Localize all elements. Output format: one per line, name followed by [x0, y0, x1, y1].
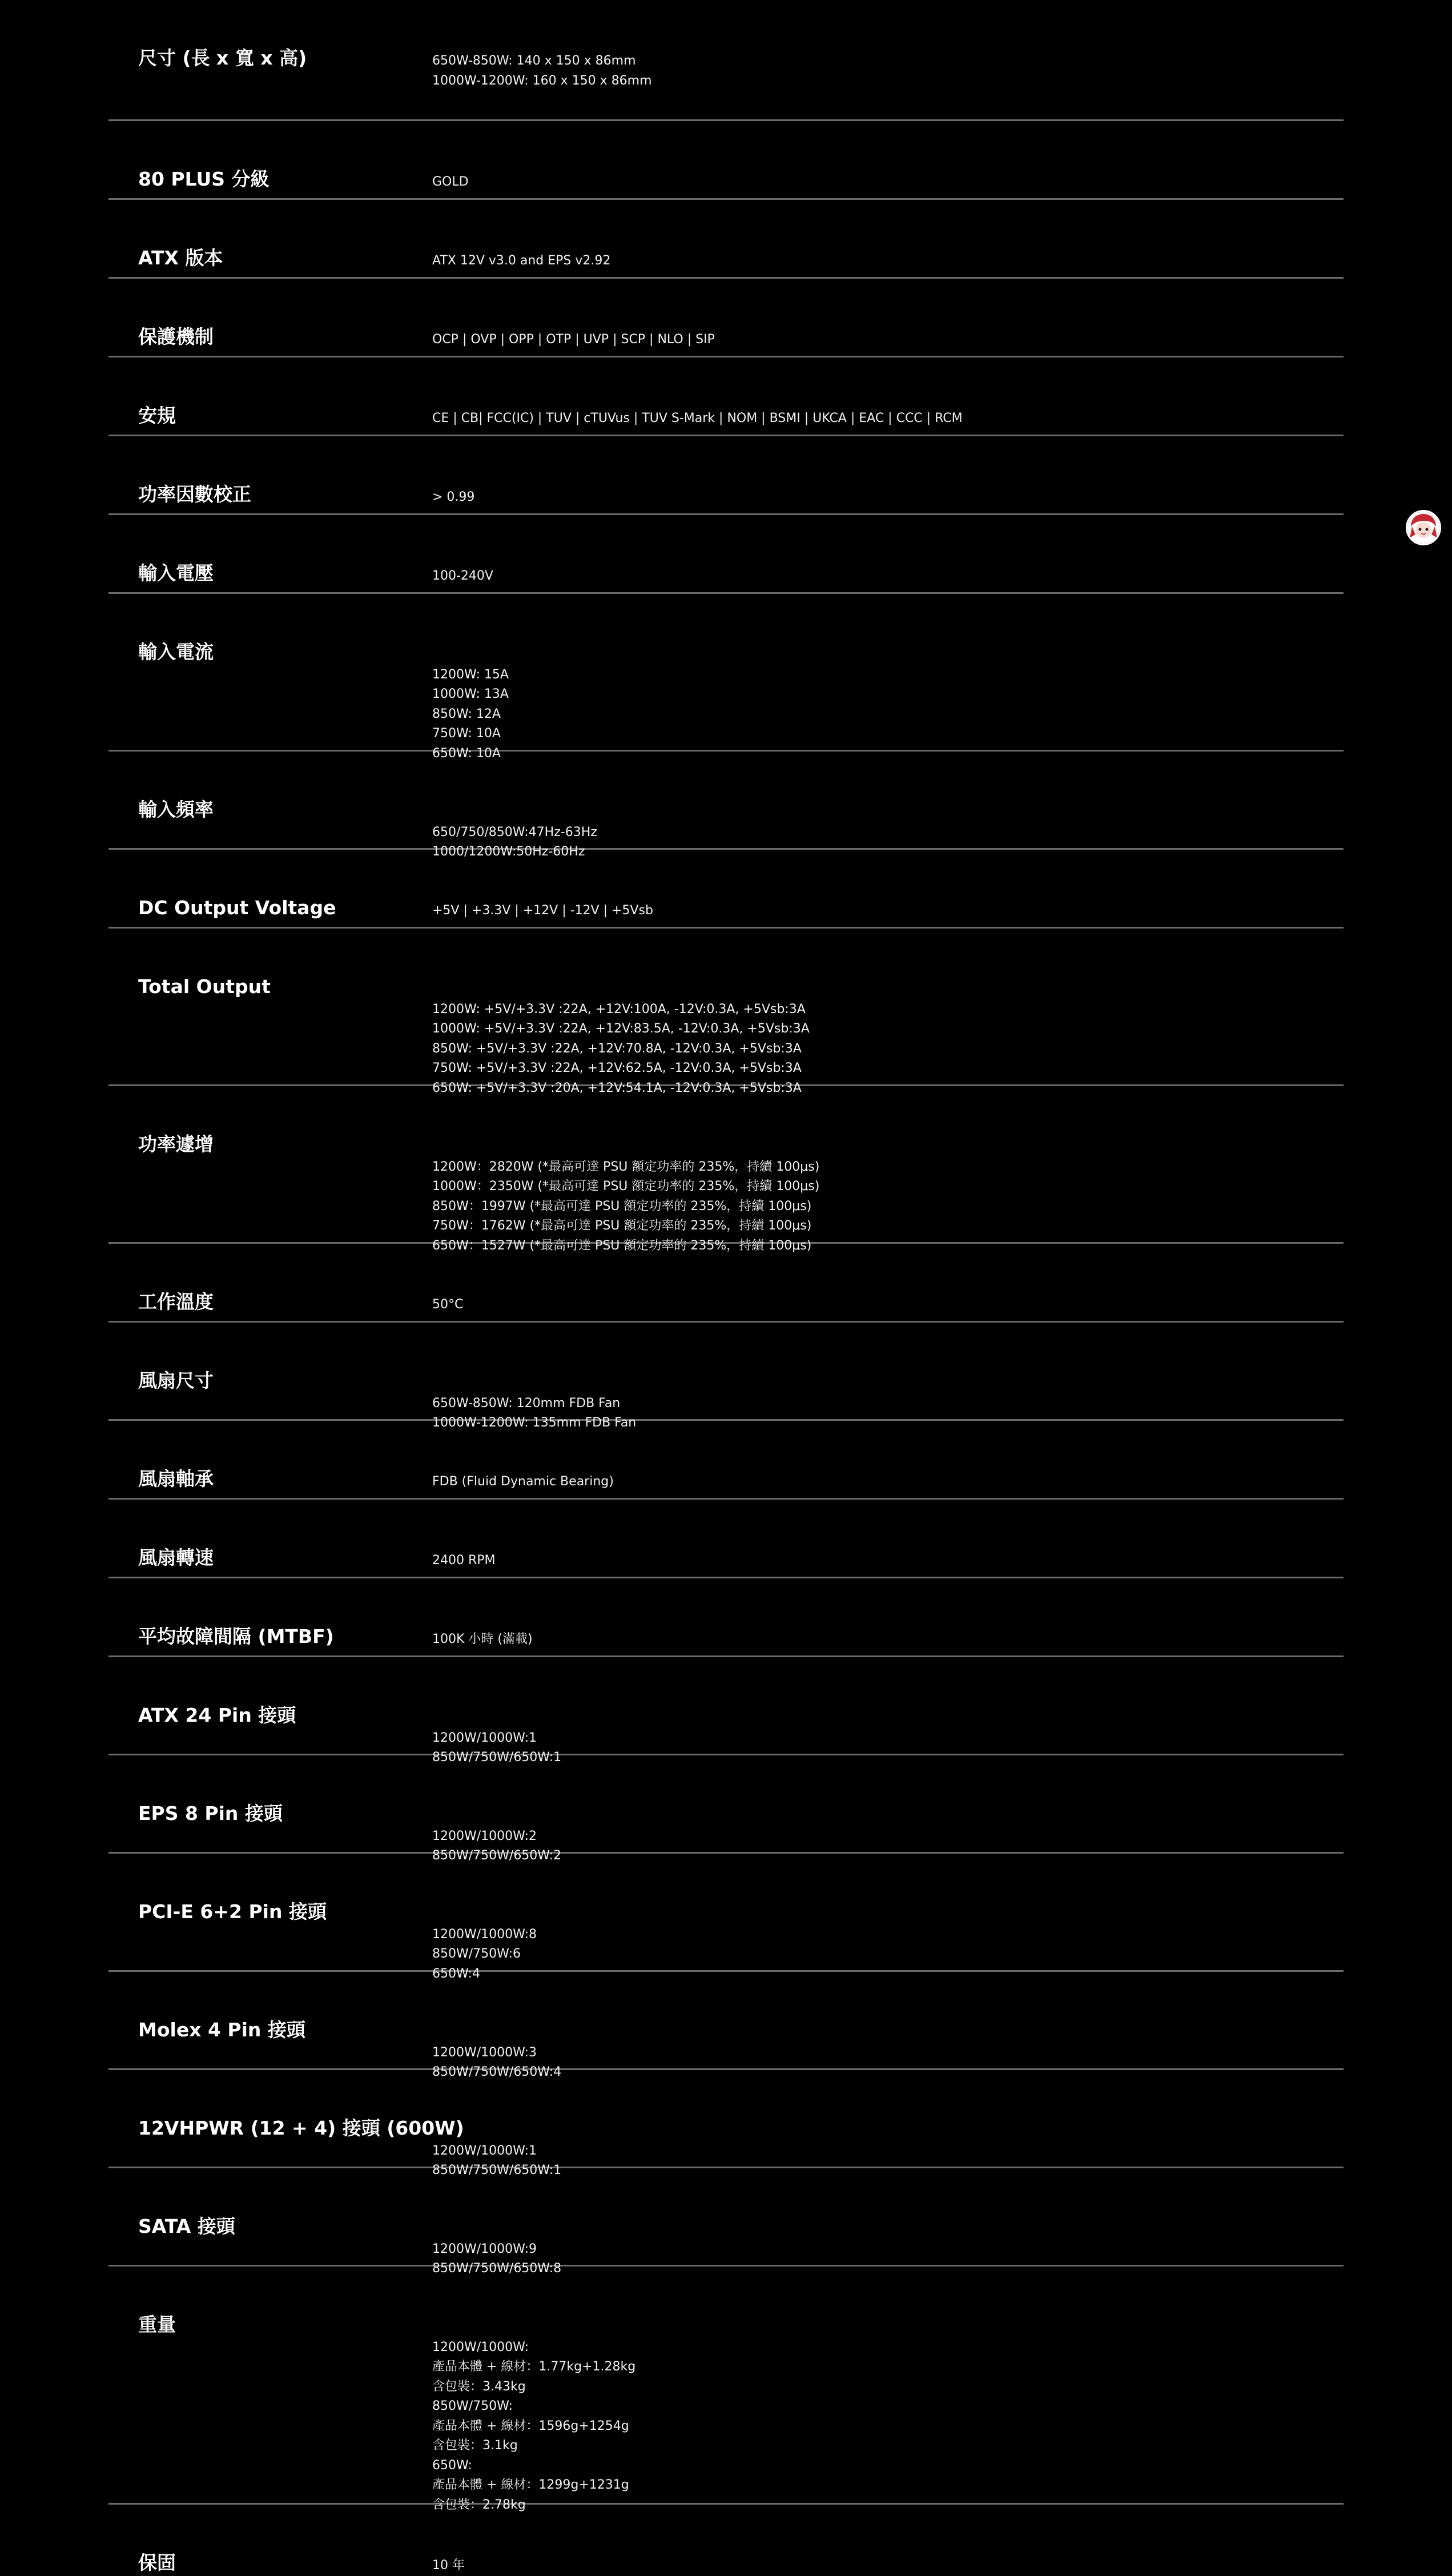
spec-value-line: 1000W: 13A: [432, 687, 509, 701]
spec-label: 重量: [138, 2313, 176, 2336]
spec-value-line: 850W/750W/650W:1: [432, 2163, 562, 2177]
spec-value-line: 750W：1762W (*最高可達 PSU 額定功率的 235%，持續 100μs): [432, 1219, 812, 1233]
spec-row: [108, 1421, 1344, 1500]
spec-value-line: CE | CB| FCC(IC) | TUV | cTUVus | TUV S-Mark | NOM | BSMI | UKCA | EAC | CCC | RCM: [432, 411, 963, 425]
spec-value-line: 1200W/1000W:9: [432, 2241, 537, 2256]
spec-label: 平均故障間隔 (MTBF): [138, 1625, 334, 1647]
spec-value-line: 100-240V: [432, 569, 493, 583]
spec-row: [108, 594, 1344, 761]
spec-row: [108, 1500, 1344, 1578]
spec-value-line: 850W/750W/650W:4: [432, 2065, 562, 2079]
spec-label: DC Output Voltage: [138, 897, 336, 919]
spec-value-line: 含包裝：2.78kg: [432, 2497, 526, 2512]
spec-value: [432, 1295, 463, 1315]
spec-label: 功率遽增: [138, 1133, 214, 1155]
spec-value-line: 1200W/1000W:: [432, 2340, 529, 2354]
spec-value-line: 1000W：2350W (*最高可達 PSU 額定功率的 235%，持續 100μs): [432, 1179, 820, 1193]
spec-value: [432, 251, 610, 271]
spec-label: 風扇尺寸: [138, 1369, 214, 1392]
spec-row: [108, 279, 1344, 357]
spec-value-line: +5V | +3.3V | +12V | -12V | +5Vsb: [432, 903, 653, 918]
spec-value: [432, 172, 469, 192]
spec-label: Total Output: [138, 975, 271, 998]
spec-row: [108, 200, 1344, 279]
spec-value-line: 10 年: [432, 2558, 465, 2573]
spec-label: 輸入電壓: [138, 562, 214, 584]
spec-value-line: 850W/750W/650W:1: [432, 1750, 562, 1765]
spec-value: [432, 1138, 819, 1256]
spec-row: [108, 1244, 1344, 1323]
spec-value: [432, 51, 652, 91]
spec-value: [432, 1551, 496, 1571]
spec-value-line: 850W/750W/650W:8: [432, 2261, 562, 2276]
spec-row: [108, 121, 1344, 200]
spec-value-line: 850W/750W/650W:2: [432, 1848, 562, 1863]
spec-row: [108, 2168, 1344, 2276]
spec-row: [108, 1657, 1344, 1765]
spec-value-line: [432, 645, 509, 665]
spec-label: 保護機制: [138, 325, 214, 348]
spec-row: [108, 1323, 1344, 1430]
spec-row: [108, 850, 1344, 929]
spec-value-line: 650W:4: [432, 1966, 480, 1981]
spec-value-line: 產品本體 + 線材：1596g+1254g: [432, 2418, 629, 2433]
spec-value-line: [432, 803, 597, 823]
spec-row: [108, 1972, 1344, 2079]
spec-row: [108, 515, 1344, 594]
spec-value-line: FDB (Fluid Dynamic Bearing): [432, 1474, 614, 1489]
spec-value-line: 1200W/1000W:3: [432, 2045, 537, 2060]
spec-label: EPS 8 Pin 接頭: [138, 1802, 283, 1825]
spec-row: [108, 751, 1344, 859]
spec-value: [432, 409, 963, 429]
spec-value: [432, 901, 653, 921]
spec-value: [432, 2318, 635, 2515]
spec-row: [108, 2070, 1344, 2177]
spec-value-line: > 0.99: [432, 490, 475, 504]
spec-value-line: 1000W: +5V/+3.3V :22A, +12V:83.5A, -12V:0.3A, +5Vsb:3A: [432, 1022, 810, 1036]
spec-label: 80 PLUS 分級: [138, 168, 270, 190]
spec-value-line: [432, 1807, 561, 1827]
spec-value-line: 100K 小時 (滿載): [432, 1632, 533, 1646]
spec-row: [108, 1578, 1344, 1657]
spec-value-line: GOLD: [432, 175, 469, 189]
spec-value-line: 650W-850W: 140 x 150 x 86mm: [432, 54, 636, 68]
spec-row: [108, 2266, 1344, 2512]
spec-value: [432, 330, 715, 350]
spec-value-line: 1200W/1000W:1: [432, 2143, 537, 2158]
spec-value-line: 含包裝：3.43kg: [432, 2379, 526, 2394]
spec-value: [432, 566, 493, 586]
spec-label: Molex 4 Pin 接頭: [138, 2019, 305, 2041]
spec-row: [108, 357, 1344, 436]
spec-value-line: 1200W: 15A: [432, 667, 509, 682]
spec-value-line: [432, 1138, 819, 1158]
spec-value-line: 1000W-1200W: 135mm FDB Fan: [432, 1416, 637, 1430]
spec-value-line: [432, 2318, 635, 2338]
spec-value-line: 2400 RPM: [432, 1553, 496, 1568]
spec-label: SATA 接頭: [138, 2215, 235, 2237]
spec-label: 功率因數校正: [138, 483, 251, 505]
spec-value-line: [432, 2220, 561, 2240]
spec-value-line: 750W: 10A: [432, 726, 501, 741]
spec-value-line: [432, 2121, 561, 2141]
spec-value: [432, 1630, 533, 1650]
spec-label: 輸入頻率: [138, 798, 214, 821]
spec-value-line: 產品本體 + 線材：1.77kg+1.28kg: [432, 2360, 636, 2374]
spec-label: 尺寸 (長 x 寬 x 高): [138, 47, 307, 69]
spec-row: [108, 929, 1344, 1095]
spec-value-line: 含包裝：3.1kg: [432, 2438, 518, 2453]
spec-value-line: 1200W：2820W (*最高可達 PSU 額定功率的 235%，持續 100μs): [432, 1159, 820, 1174]
spec-label: 12VHPWR (12 + 4) 接頭 (600W): [138, 2117, 464, 2139]
spec-value-line: [432, 980, 810, 1000]
spec-label: ATX 版本: [138, 247, 223, 269]
spec-value-line: 650W: +5V/+3.3V :20A, +12V:54.1A, -12V:0.3A, +5Vsb:3A: [432, 1080, 802, 1095]
spec-value-line: 650W: 10A: [432, 746, 501, 761]
spec-value-line: 850W: +5V/+3.3V :22A, +12V:70.8A, -12V:0.3A, +5Vsb:3A: [432, 1041, 802, 1056]
spec-row: [108, 1086, 1344, 1253]
spec-value-line: 850W/750W:6: [432, 1947, 521, 1961]
spec-value-line: 750W: +5V/+3.3V :22A, +12V:62.5A, -12V:0.3A, +5Vsb:3A: [432, 1061, 802, 1075]
spec-value-line: 650W：1527W (*最高可達 PSU 額定功率的 235%，持續 100μs): [432, 1238, 812, 1253]
spec-row: [108, 1755, 1344, 1863]
spec-value-line: 1000/1200W:50Hz-60Hz: [432, 845, 585, 859]
spec-label: 安規: [138, 404, 176, 427]
spec-value-line: 650/750/850W:47Hz-63Hz: [432, 825, 597, 839]
spec-value-line: ATX 12V v3.0 and EPS v2.92: [432, 254, 611, 268]
spec-label: PCI-E 6+2 Pin 接頭: [138, 1900, 327, 1923]
spec-value-line: 1200W/1000W:2: [432, 1828, 537, 1843]
spec-value-line: 1200W: +5V/+3.3V :22A, +12V:100A, -12V:0.3A, +5Vsb:3A: [432, 1002, 806, 1016]
spec-value-line: 1000W-1200W: 160 x 150 x 86mm: [432, 73, 652, 88]
spec-label: 輸入電流: [138, 641, 214, 663]
spec-value-line: 產品本體 + 線材：1299g+1231g: [432, 2478, 629, 2492]
spec-value: [432, 645, 509, 763]
spec-value-line: [432, 1709, 561, 1729]
spec-label: 風扇轉速: [138, 1546, 214, 1569]
spec-row: [108, 2505, 1344, 2575]
spec-value-line: 50°C: [432, 1297, 464, 1312]
spec-row: [108, 436, 1344, 515]
spec-value: [432, 980, 810, 1098]
spec-value: [432, 488, 474, 508]
anime-avatar-icon[interactable]: [1406, 510, 1441, 545]
spec-value-line: [432, 1374, 636, 1394]
spec-value-line: 650W:: [432, 2458, 472, 2473]
spec-value-line: 1200W/1000W:1: [432, 1730, 537, 1745]
spec-value-line: [432, 2023, 561, 2043]
spec-label: 保固: [138, 2551, 176, 2574]
spec-value-line: 650W-850W: 120mm FDB Fan: [432, 1396, 621, 1410]
spec-value-line: 850W: 12A: [432, 706, 501, 721]
spec-value-line: 850W/750W:: [432, 2399, 513, 2413]
spec-value-line: [432, 1905, 537, 1925]
spec-value-line: OCP | OVP | OPP | OTP | UVP | SCP | NLO | SIP: [432, 332, 715, 347]
spec-label: 工作溫度: [138, 1291, 214, 1313]
spec-label: ATX 24 Pin 接頭: [138, 1704, 296, 1726]
spec-row: [108, 1854, 1344, 1981]
spec-value-line: 850W：1997W (*最高可達 PSU 額定功率的 235%，持續 100μs): [432, 1199, 812, 1213]
spec-label: 風扇軸承: [138, 1468, 214, 1490]
spec-value: [432, 2556, 465, 2576]
spec-value-line: 1200W/1000W:8: [432, 1927, 537, 1942]
spec-value: [432, 1472, 614, 1492]
spec-row: [108, 0, 1344, 121]
